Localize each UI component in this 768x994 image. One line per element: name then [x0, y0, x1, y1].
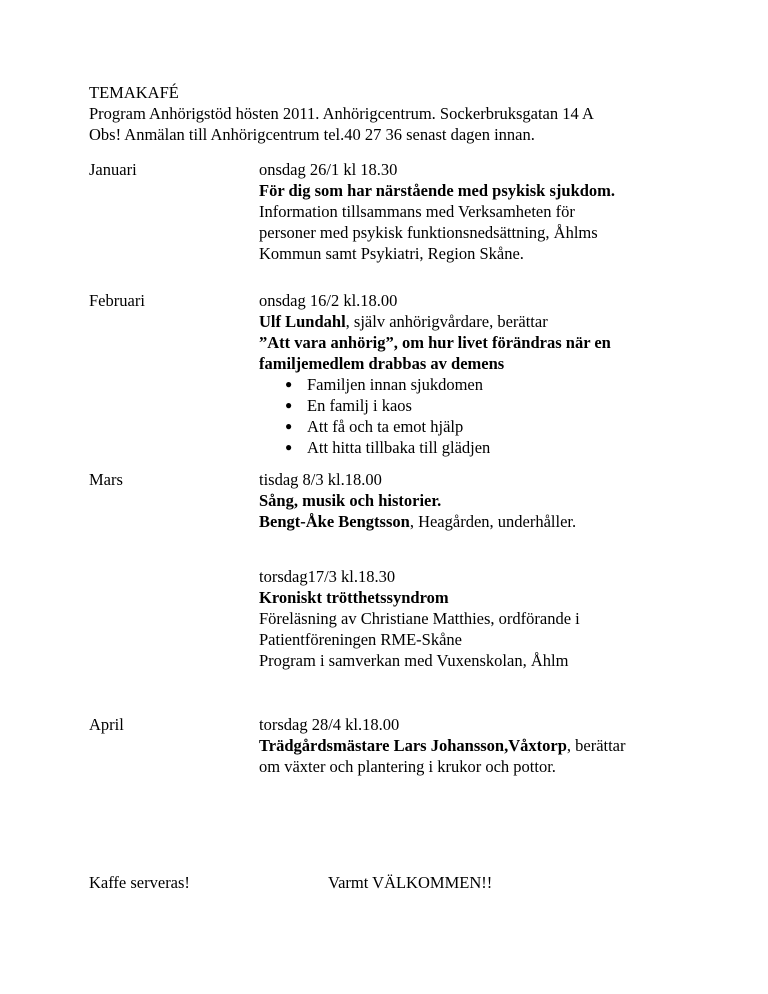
page-title: TEMAKAFÉ	[89, 83, 179, 102]
document-header	[89, 82, 729, 145]
event-januari	[259, 159, 729, 264]
month-februari: Februari	[89, 291, 145, 310]
speaker-name: Trädgårdsmästare Lars Johansson,Våxtorp	[259, 736, 567, 755]
event-description-line: Kommun samt Psykiatri, Region Skåne.	[259, 244, 524, 263]
event-mars-2	[259, 566, 729, 671]
list-item	[259, 374, 729, 395]
event-title: För dig som har närstående med psykisk sjukdom.	[259, 181, 616, 200]
bullet-icon: ●	[285, 440, 293, 454]
event-description-line: Föreläsning av Christiane Matthies, ordförande i	[259, 609, 580, 628]
speaker-role: , berättar	[566, 736, 626, 755]
event-date: onsdag 26/1 kl 18.30	[259, 160, 398, 179]
speaker-name: Bengt-Åke Bengtsson	[259, 512, 410, 531]
event-description-line: Information tillsammans med Verksamheten för	[259, 202, 575, 221]
event-mars	[259, 469, 729, 532]
event-date: torsdag17/3 kl.18.30	[259, 567, 396, 586]
month-mars: Mars	[89, 470, 123, 489]
registration-notice: Obs! Anmälan till Anhörigcentrum tel.40 27 36 senast dagen innan.	[89, 125, 535, 144]
bullet-icon: ●	[285, 377, 293, 391]
list-item-text: Att hitta tillbaka till glädjen	[307, 438, 491, 457]
event-april	[259, 714, 729, 777]
bullet-icon: ●	[285, 398, 293, 412]
event-description-line: Patientföreningen RME-Skåne	[259, 630, 462, 649]
list-item-text: Familjen innan sjukdomen	[307, 375, 483, 394]
coffee-note: Kaffe serveras!	[89, 873, 190, 892]
welcome-note: Varmt VÄLKOMMEN!!	[328, 873, 493, 892]
event-title: Kroniskt trötthetssyndrom	[259, 588, 449, 607]
list-item-text: En familj i kaos	[307, 396, 412, 415]
event-date: onsdag 16/2 kl.18.00	[259, 291, 398, 310]
event-date: torsdag 28/4 kl.18.00	[259, 715, 400, 734]
speaker-name: Ulf Lundahl	[259, 312, 346, 331]
event-title: Sång, musik och historier.	[259, 491, 442, 510]
program-line: Program Anhörigstöd hösten 2011. Anhörigcentrum. Sockerbruksgatan 14 A	[89, 104, 594, 123]
speaker-role: , Heagården, underhåller.	[409, 512, 577, 531]
bullet-icon: ●	[285, 419, 293, 433]
event-description-line: Program i samverkan med Vuxenskolan, Åhlm	[259, 651, 569, 670]
event-description-line: personer med psykisk funktionsnedsättning, Åhlms	[259, 223, 598, 242]
event-title: familjemedlem drabbas av demens	[259, 354, 505, 373]
event-speaker-line	[259, 311, 729, 332]
list-item	[259, 437, 729, 458]
speaker-role: , själv anhörigvårdare, berättar	[345, 312, 548, 331]
event-title: ”Att vara anhörig”, om hur livet förändras när en	[259, 333, 611, 352]
topic-list	[259, 374, 729, 458]
list-item-text: Att få och ta emot hjälp	[307, 417, 464, 436]
event-speaker-line	[259, 511, 729, 532]
month-april: April	[89, 715, 124, 734]
event-description-line: om växter och plantering i krukor och pottor.	[259, 757, 556, 776]
event-date: tisdag 8/3 kl.18.00	[259, 470, 382, 489]
event-speaker-line	[259, 735, 729, 756]
month-januari: Januari	[89, 160, 137, 179]
list-item	[259, 416, 729, 437]
list-item	[259, 395, 729, 416]
event-februari	[259, 290, 729, 458]
